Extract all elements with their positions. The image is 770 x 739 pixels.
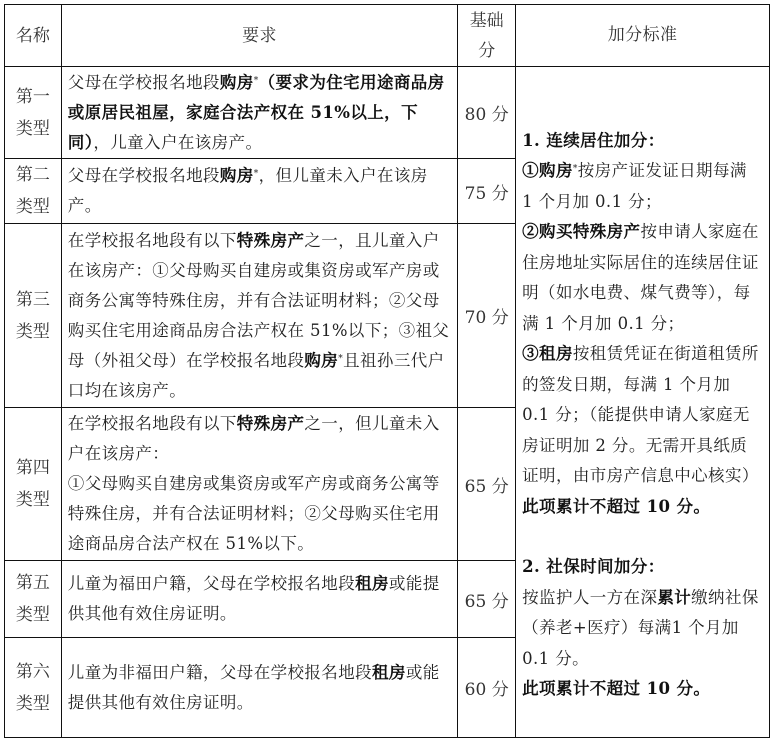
row-name-line1: 第四	[15, 458, 50, 478]
admission-points-table	[4, 4, 770, 738]
row-requirement: 父母在学校报名地段购房*，但儿童未入户在该房产。	[61, 159, 457, 224]
bonus-section2-cap: 此项累计不超过 10 分。	[522, 679, 711, 698]
row-base-score: 80 分	[458, 67, 516, 159]
header-base-line1: 基础	[469, 10, 504, 31]
header-base-score	[458, 5, 516, 67]
bonus-section1-title: 1. 连续居住加分：	[522, 130, 665, 150]
row-name	[5, 159, 62, 224]
row-name	[5, 408, 62, 561]
row-name-line2: 类型	[15, 490, 50, 510]
row-base-score: 60 分	[458, 638, 516, 738]
row-name-line2: 类型	[15, 605, 50, 625]
row-requirement: 儿童为福田户籍，父母在学校报名地段租房或能提供其他有效住房证明。	[61, 561, 457, 638]
bonus-item1: ①购房*按房产证发证日期每满 1 个月加 0.1 分；	[522, 161, 747, 211]
row-name-line1: 第六	[15, 661, 50, 682]
row-name	[5, 224, 62, 408]
row-requirement: 在学校报名地段有以下特殊房产之一，但儿童未入户在该房产： ①父母购买自建房或集资房或军产房或商务公寓等特殊住房，并有合法证明材料；②父母购买住宅用途商品房合法产权在 51%以下。	[61, 408, 457, 561]
row-base-score: 75 分	[458, 159, 516, 224]
bonus-section2-title: 2. 社保时间加分：	[522, 557, 665, 576]
row-base-score: 65 分	[458, 408, 516, 561]
bonus-item3: ③租房按租赁凭证在街道租赁所的签发日期，每满 1 个月加 0.1 分；（能提供申请人家庭无房证明加 2 分。无需开具纸质证明，由市房产信息中心核实）	[522, 344, 759, 485]
bonus-section2-text: 按监护人一方在深累计缴纳社保（养老+医疗）每满1 个月加 0.1 分。	[522, 587, 759, 668]
row-name	[5, 561, 62, 638]
row-name	[5, 638, 62, 738]
row-base-score: 65 分	[458, 561, 516, 638]
row-name-line2: 类型	[15, 693, 50, 714]
header-bonus: 加分标准	[516, 5, 770, 67]
bonus-item2: ②购买特殊房产按申请人家庭在住房地址实际居住的连续居住证明（如水电费、煤气费等），每满 1 个月加 0.1 分；	[522, 222, 759, 333]
row-name-line1: 第二	[15, 165, 50, 185]
header-base-line2: 分	[478, 40, 496, 61]
row-base-score: 70 分	[458, 224, 516, 408]
row-name	[5, 67, 62, 159]
header-row	[5, 5, 770, 67]
row-name-line2: 类型	[15, 321, 50, 342]
bonus-criteria	[516, 67, 770, 738]
row-name-line1: 第一	[15, 86, 50, 107]
row-name-line2: 类型	[15, 197, 50, 217]
row-name-line2: 类型	[15, 118, 50, 139]
row-requirement: 在学校报名地段有以下特殊房产之一，且儿童入户在该房产：①父母购买自建房或集资房或军产房或商务公寓等特殊住房，并有合法证明材料；②父母购买住宅用途商品房合法产权在 51%以下；③祖父母（外祖父母）在学校报名地段购房*且祖孙三代户口均在该房产。	[61, 224, 457, 408]
table-row	[5, 67, 770, 159]
row-name-line1: 第五	[15, 573, 50, 593]
row-requirement: 儿童为非福田户籍，父母在学校报名地段租房或能提供其他有效住房证明。	[61, 638, 457, 738]
bonus-section1-cap: 此项累计不超过 10 分。	[522, 496, 711, 516]
header-requirement: 要求	[61, 5, 457, 67]
row-name-line1: 第三	[15, 289, 50, 310]
header-name: 名称	[5, 5, 62, 67]
row-requirement: 父母在学校报名地段购房*（要求为住宅用途商品房或原居民祖屋，家庭合法产权在 51%以上，下同），儿童入户在该房产。	[61, 67, 457, 159]
